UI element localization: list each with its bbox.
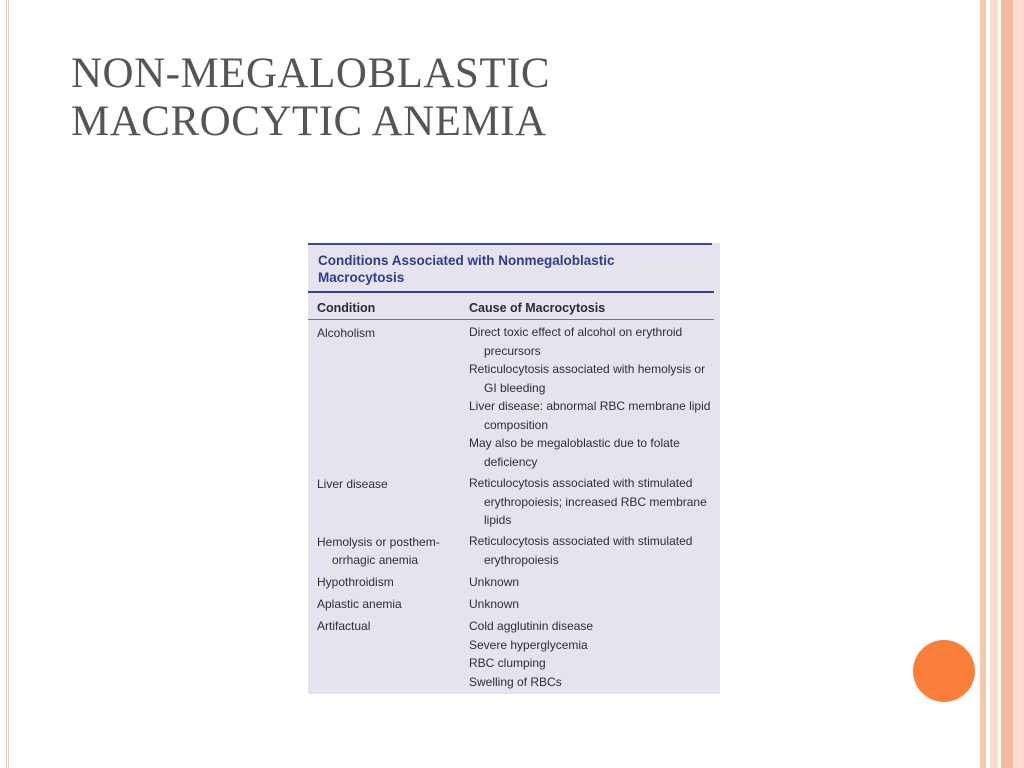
condition-text: Aplastic anemia	[317, 597, 402, 611]
table-row-cause	[469, 617, 714, 691]
decor-stripe-4	[1013, 0, 1024, 768]
condition-text: Alcoholism	[317, 326, 376, 340]
table-row-cause	[469, 595, 714, 614]
table-row-cause	[469, 474, 714, 530]
cause-line: Reticulocytosis associated with stimulated	[469, 476, 693, 490]
cause-line: RBC clumping	[469, 656, 546, 670]
slide-title	[71, 50, 771, 146]
table-row-condition	[317, 475, 467, 493]
table-header-rule	[308, 291, 714, 293]
decor-stripe-3	[1001, 0, 1013, 768]
table-caption-line-2: Macrocytosis	[318, 270, 405, 285]
table-row-condition	[317, 324, 467, 342]
table-caption-line-1: Conditions Associated with Nonmegaloblastic	[318, 253, 615, 268]
column-header-cause: Cause of Macrocytosis	[469, 301, 606, 315]
table-top-rule	[308, 243, 712, 245]
cause-line: May also be megaloblastic due to folate	[469, 436, 680, 450]
decor-stripe-2	[990, 0, 998, 768]
cause-line: Unknown	[469, 575, 520, 589]
cause-line: lipids	[484, 513, 512, 527]
table-row-condition	[317, 573, 467, 591]
table-image	[308, 243, 720, 694]
cause-line: precursors	[484, 343, 541, 358]
condition-text: Liver disease	[317, 477, 388, 491]
condition-text: Hypothroidism	[317, 575, 394, 589]
title-line-2: MACROCYTIC ANEMIA	[71, 98, 547, 145]
condition-text: Hemolysis or posthem-	[317, 535, 440, 549]
cause-line: Swelling of RBCs	[469, 674, 562, 689]
cause-line: Cold agglutinin disease	[469, 619, 594, 633]
condition-text: orrhagic anemia	[332, 553, 419, 567]
condition-text: Artifactual	[317, 619, 371, 633]
table-row-cause	[469, 573, 714, 592]
cause-line: Liver disease: abnormal RBC membrane lipid	[469, 399, 711, 413]
cause-line: Reticulocytosis associated with stimulated	[469, 534, 693, 548]
column-header-condition: Condition	[317, 301, 376, 315]
orange-circle-decoration	[913, 640, 975, 702]
table-row-condition	[317, 595, 467, 613]
title-line-1: NON-MEGALOBLASTIC	[71, 50, 551, 97]
cause-line: composition	[484, 417, 549, 432]
cause-line: deficiency	[484, 454, 538, 469]
table-row-condition	[317, 617, 467, 635]
table-header-bottom-rule	[308, 319, 714, 320]
cause-line: Direct toxic effect of alcohol on erythroid	[469, 325, 683, 339]
cause-line: erythropoiesis	[484, 552, 559, 567]
cause-line: Reticulocytosis associated with hemolysis or	[469, 362, 706, 376]
table-row-cause	[469, 323, 714, 471]
cause-line: erythropoiesis; increased RBC membrane	[484, 494, 707, 509]
cause-line: Unknown	[469, 597, 520, 611]
table-row-condition	[317, 533, 467, 569]
cause-line: GI bleeding	[484, 380, 546, 395]
table-row-cause	[469, 532, 714, 569]
table-caption	[318, 252, 648, 286]
cause-line: Severe hyperglycemia	[469, 637, 588, 652]
left-border-line	[6, 0, 7, 768]
